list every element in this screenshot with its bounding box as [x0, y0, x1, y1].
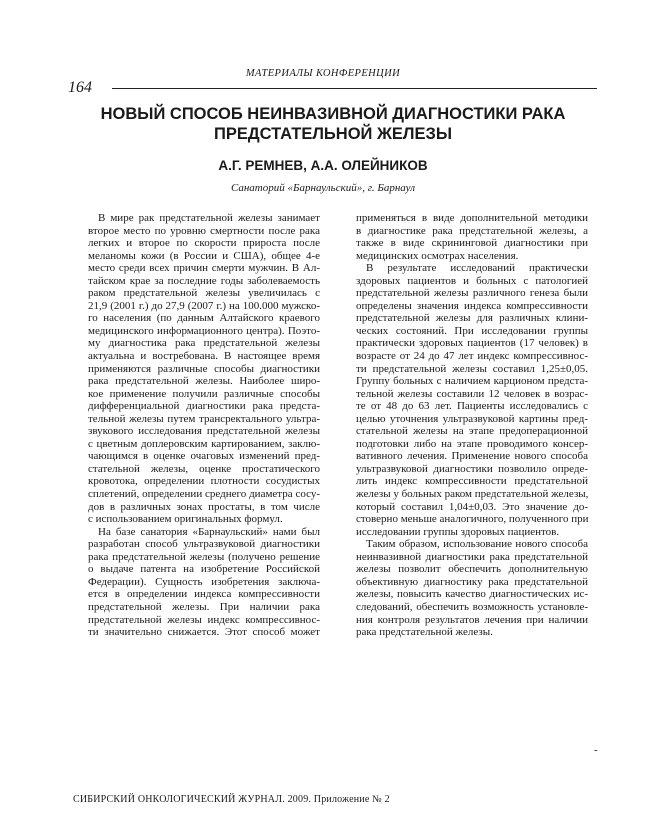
body-line: здоровых пациентов и больных с патологией [356, 274, 588, 287]
body-line: го населения (по данным Алтайского краевого [88, 312, 320, 325]
body-line: возрасте от 24 до 47 лет индекс компрессивнос- [356, 350, 588, 363]
body-line: предстательной железы различного генеза были [356, 287, 588, 300]
body-line: рака предстательной железы. Наиболее широ- [88, 375, 320, 388]
body-line: те от 48 до 63 лет. Пациенты исследовались с [356, 400, 588, 413]
body-line: с использованием оригинальных формул. [88, 513, 283, 526]
body-line: Группу больных с наличием карционом предста- [356, 375, 588, 388]
body-line: кое применение получили различные способы [88, 387, 320, 400]
body-line: применяться в виде дополнительной методики [356, 212, 588, 224]
body-line: в диагностике рака предстательной железы, а [356, 224, 588, 237]
body-line: о выдаче патента на изобретение Российской [88, 563, 320, 576]
body-line: подготовки либо на этапе проводимого консер- [356, 437, 588, 450]
body-line: ется в определении индекса компрессивности [88, 588, 320, 601]
body-line: тельной железы путем трансректального ультра- [88, 412, 320, 425]
body-line: стательной железы, оценке простатического [88, 462, 320, 475]
body-line: сплетений, определении среднего диаметра сосу- [88, 488, 320, 501]
body-line: тельной железы составили 12 человек в возрас- [356, 387, 588, 400]
body-line: железы, повысить качество диагностических ис- [356, 588, 588, 601]
body-line: дифференциальной диагностики рака предста- [88, 400, 320, 413]
body-line: меланомы кожи (в России и США), общее 4-е [88, 249, 320, 262]
body-line: предстательной железы. При наличии рака [88, 600, 320, 613]
body-line: рака предстательной железы. [356, 626, 493, 639]
body-line: легких и второе по скорости прироста после [88, 237, 320, 250]
body-line: ния контроля результатов лечения при наличии [356, 613, 588, 626]
body-line: дов в различных зонах простаты, в том числе [88, 500, 320, 513]
body-line: с цветным доплеровским картированием, заклю- [88, 437, 320, 450]
body-line: ультразвуковой диагностики позволило опреде- [356, 462, 588, 475]
body-line: ти предстательной железы составил 1,25±0,05. [356, 362, 588, 375]
body-line: В мире рак предстательной железы занимает [98, 212, 320, 224]
body-line: объективную диагностику рака предстательной [356, 575, 588, 588]
page-number: 164 [68, 79, 92, 96]
body-line: чающимся в оценке очаговых изменений пред- [88, 450, 320, 463]
body-line: кровотока, определении плотности сосудистых [88, 475, 320, 488]
body-line: стательной железы на этапе предоперационной [356, 425, 588, 438]
title-line: ПРЕДСТАТЕЛЬНОЙ ЖЕЛЕЗЫ [214, 125, 452, 143]
body-column-right [356, 212, 588, 639]
body-line: медицинского информационного центра). Поэто- [88, 324, 320, 337]
body-line: следований, обеспечить возможность установле- [356, 600, 588, 613]
body-line: Таким образом, использование нового способа [366, 538, 588, 551]
body-line: Федерации). Сущность изобретения заключа- [88, 575, 320, 588]
running-head: МАТЕРИАЛЫ КОНФЕРЕНЦИИ [245, 68, 401, 79]
body-line: вативного лечения. Применение нового способа [356, 450, 588, 463]
title-line: НОВЫЙ СПОСОБ НЕИНВАЗИВНОЙ ДИАГНОСТИКИ РАКА [100, 105, 566, 123]
body-line: железы у больных раком предстательной железы, [356, 488, 589, 501]
body-line: предстательной железы индекс компрессивнос- [88, 613, 320, 626]
body-line: ти значительно снижается. Этот способ может [88, 626, 320, 639]
body-line: применяются различные способы диагностики [88, 362, 320, 375]
body-line: практически здоровых пациентов (17 человек) в [356, 337, 588, 350]
journal-footer: СИБИРСКИЙ ОНКОЛОГИЧЕСКИЙ ЖУРНАЛ. 2009. Приложение № 2 [73, 794, 390, 805]
article-affiliation: Санаторий «Барнаульский», г. Барнаул [230, 182, 416, 194]
body-line: му диагностика рака предстательной железы [88, 337, 320, 350]
body-line: второе место по уровню смертности после рака [88, 224, 320, 237]
body-line: медицинских осмотрах населения. [356, 249, 519, 262]
body-line: ческих состояний. При исследовании группы [356, 324, 588, 337]
body-line: разработан способ ультразвуковой диагностики [88, 538, 320, 551]
body-line: также в виде скрининговой диагностики при [356, 237, 588, 250]
body-line: стоверно меньше аналогичного, полученного при [356, 513, 589, 526]
body-line: железы позволит обеспечить дополнительную [356, 563, 588, 576]
body-line: место среди всех причин смерти мужчин. В Ал- [88, 262, 320, 275]
body-line: актуальна и востребована. В настоящее время [88, 350, 320, 363]
article-title [68, 104, 598, 144]
body-line: рака предстательной железы (получено решение [88, 550, 320, 563]
body-line: На базе санатория «Барнаульский» нами был [98, 525, 320, 538]
body-line: предстательной железы для различных клини- [356, 312, 588, 325]
body-line: раком предстательной железы увеличилась с [88, 287, 320, 300]
body-column-left [88, 212, 320, 639]
corner-mark: - [594, 744, 598, 756]
body-line: целью уточнения ультразвуковой картины пред- [356, 412, 588, 425]
body-line: лить индекс компрессивности предстательной [356, 475, 588, 488]
body-line: тайском крае за последние годы заболеваемость [88, 274, 320, 287]
body-line: неинвазивной диагностики рака предстательной [356, 550, 588, 563]
body-line: определены значения индекса компрессивности [356, 299, 588, 312]
body-line: который составил 1,04±0,03. Это значение до- [356, 500, 588, 513]
body-line: 21,9 (2001 г.) до 27,9 (2007 г.) на 100.000 мужско- [88, 299, 320, 312]
article-authors: А.Г. РЕМНЕВ, А.А. ОЛЕЙНИКОВ [218, 158, 428, 173]
header-rule [112, 88, 597, 89]
body-line: исследовании группы здоровых пациентов. [356, 525, 560, 538]
body-line: В результате исследований практически [366, 262, 588, 275]
body-line: звукового исследования предстательной железы [88, 425, 320, 438]
